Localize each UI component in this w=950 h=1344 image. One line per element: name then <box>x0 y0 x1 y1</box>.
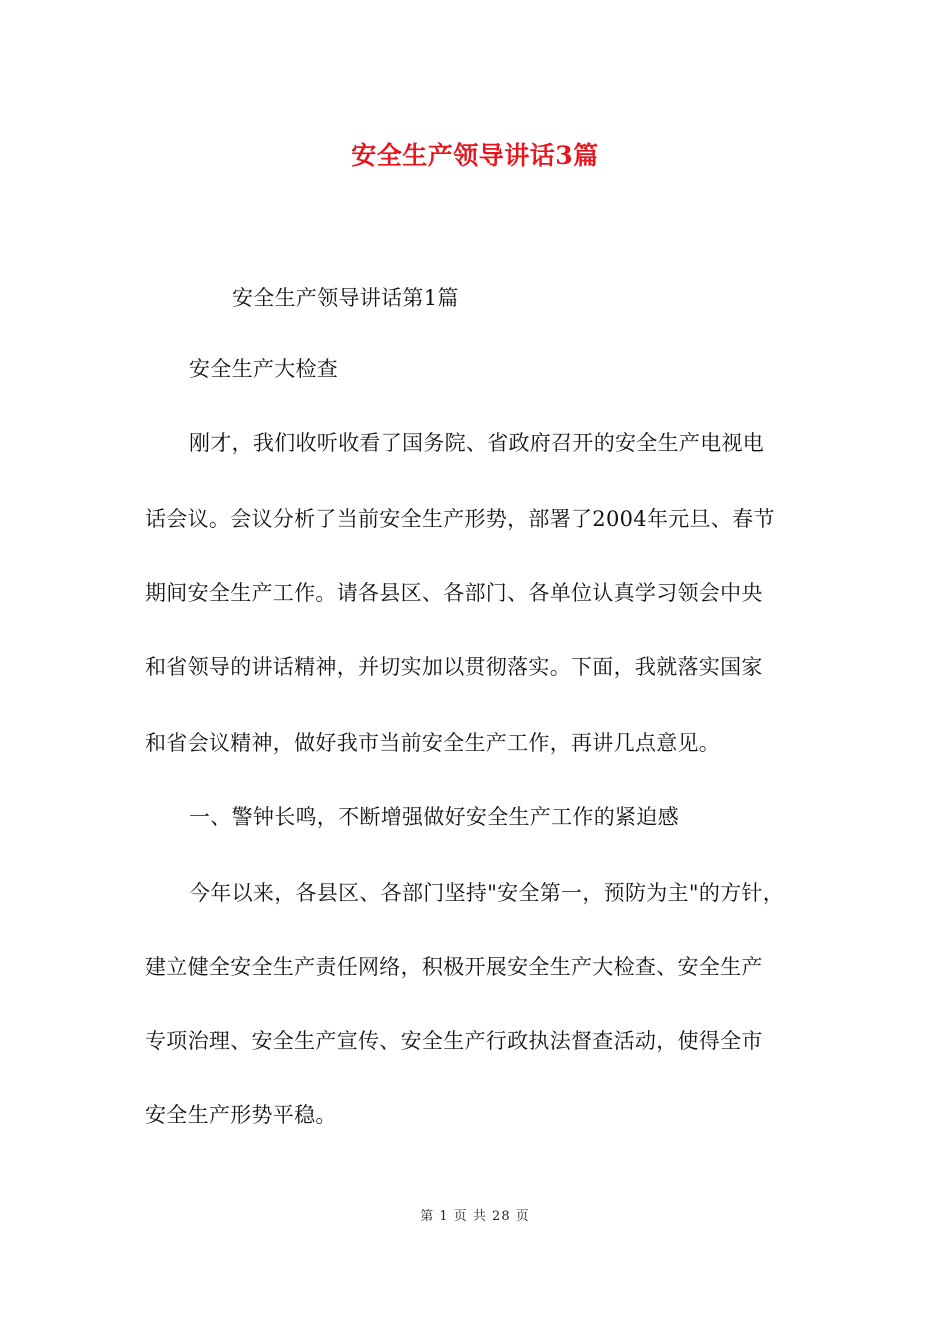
paragraph-line: 安全生产形势平稳。 <box>145 1103 337 1127</box>
paragraph-line: 和省会议精神，做好我市当前安全生产工作，再讲几点意见。 <box>145 731 721 755</box>
paragraph-line: 专项治理、安全生产宣传、安全生产行政执法督查活动，使得全市 <box>145 1029 763 1053</box>
paragraph-line: 刚才，我们收听收看了国务院、省政府召开的安全生产电视电 <box>189 431 765 455</box>
paragraph-line: 今年以来，各县区、各部门坚持"安全第一，预防为主"的方针， <box>189 881 785 905</box>
numbered-heading: 一、警钟长鸣，不断增强做好安全生产工作的紧迫感 <box>189 805 679 829</box>
document-title: 安全生产领导讲话3篇 <box>351 141 599 170</box>
paragraph-line: 和省领导的讲话精神，并切实加以贯彻落实。下面，我就落实国家 <box>145 655 763 679</box>
paragraph-line: 期间安全生产工作。请各县区、各部门、各单位认真学习领会中央 <box>145 581 763 605</box>
section-heading: 安全生产大检查 <box>189 357 339 381</box>
paragraph-line: 建立健全安全生产责任网络，积极开展安全生产大检查、安全生产 <box>145 955 763 979</box>
paragraph-line: 话会议。会议分析了当前安全生产形势，部署了2004年元旦、春节 <box>145 507 775 531</box>
page-number-footer: 第 1 页 共 28 页 <box>420 1209 530 1224</box>
article-subtitle: 安全生产领导讲话第1篇 <box>232 286 459 310</box>
